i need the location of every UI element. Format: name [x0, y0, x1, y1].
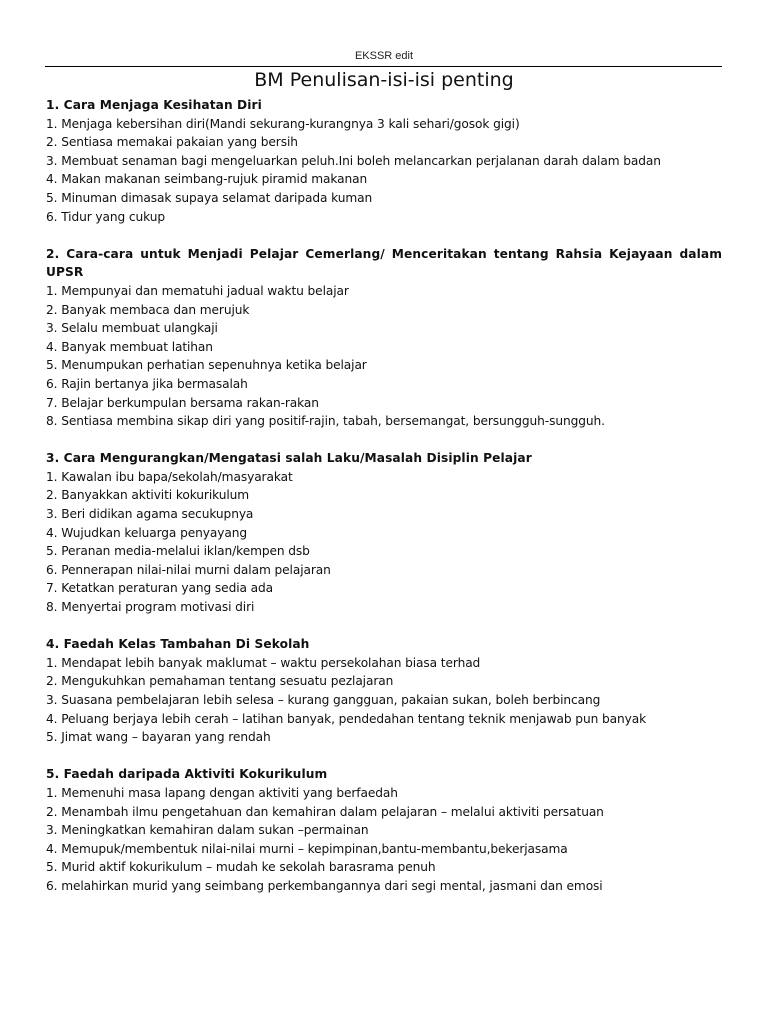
list-item: 5. Murid aktif kokurikulum – mudah ke sekolah barasrama penuh: [46, 860, 436, 875]
section-heading: 3. Cara Mengurangkan/Mengatasi salah Laku/Masalah Disiplin Pelajar: [46, 451, 532, 466]
list-item: 3. Beri didikan agama secukupnya: [46, 507, 254, 522]
section-kesihatan-diri: [46, 96, 722, 226]
list-item: 8. Sentiasa membina sikap diri yang positif-rajin, tabah, bersemangat, bersungguh-sungguh.: [46, 414, 605, 429]
list-item: 4. Makan makanan seimbang-rujuk piramid makanan: [46, 172, 368, 187]
section-heading: 1. Cara Menjaga Kesihatan Diri: [46, 98, 262, 112]
section-kokurikulum: [46, 765, 722, 895]
list-item: 7. Ketatkan peraturan yang sedia ada: [46, 581, 274, 596]
list-item: 5. Peranan media-melalui iklan/kempen dsb: [46, 544, 310, 559]
section-pelajar-cemerlang: [46, 245, 722, 431]
list-item: 2. Sentiasa memakai pakaian yang bersih: [46, 135, 298, 150]
list-item: 5. Minuman dimasak supaya selamat daripada kuman: [46, 190, 373, 205]
list-item: 6. melahirkan murid yang seimbang perkembangannya dari segi mental, jasmani dan emosi: [46, 878, 603, 893]
list-item: 2. Mengukuhkan pemahaman tentang sesuatu pezlajaran: [46, 674, 394, 689]
list-item: 4. Banyak membuat latihan: [46, 339, 213, 354]
list-item: 3. Suasana pembelajaran lebih selesa – kurang gangguan, pakaian sukan, boleh berbincang: [46, 693, 601, 707]
list-item: 3. Meningkatkan kemahiran dalam sukan –permainan: [46, 823, 369, 838]
list-item: 3. Selalu membuat ulangkaji: [46, 321, 218, 336]
list-item: 6. Pennerapan nilai-nilai murni dalam pelajaran: [46, 562, 331, 577]
list-item: 1. Menjaga kebersihan diri(Mandi sekurang-kurangnya 3 kali sehari/gosok gigi): [46, 116, 520, 131]
list-item: 3. Membuat senaman bagi mengeluarkan peluh.Ini boleh melancarkan perjalanan darah dalam badan: [46, 153, 661, 168]
list-item: 5. Jimat wang – bayaran yang rendah: [46, 730, 271, 745]
list-item: 2. Menambah ilmu pengetahuan dan kemahiran dalam pelajaran – melalui aktiviti persatuan: [46, 804, 604, 819]
list-item: 2. Banyak membaca dan merujuk: [46, 302, 250, 317]
header-divider: [45, 66, 722, 67]
section-kelas-tambahan: [46, 635, 722, 747]
list-item: 7. Belajar berkumpulan bersama rakan-rakan: [46, 395, 319, 410]
document-body: [46, 96, 722, 914]
header-label: EKSSR edit: [354, 50, 414, 62]
list-item: 2. Banyakkan aktiviti kokurikulum: [46, 488, 250, 503]
list-item: 1. Mempunyai dan mematuhi jadual waktu belajar: [46, 283, 349, 298]
list-item: 5. Menumpukan perhatian sepenuhnya ketika belajar: [46, 358, 367, 373]
section-disiplin-pelajar: [46, 449, 722, 616]
section-heading: 2. Cara-cara untuk Menjadi Pelajar Cemerlang/ Menceritakan tentang Rahsia Kejayaan dalam UPSR: [46, 246, 722, 280]
document-title: BM Penulisan-isi-isi penting: [254, 69, 514, 91]
list-item: 1. Memenuhi masa lapang dengan aktiviti yang berfaedah: [46, 785, 398, 800]
list-item: 1. Mendapat lebih banyak maklumat – waktu persekolahan biasa terhad: [46, 655, 481, 670]
section-heading: 4. Faedah Kelas Tambahan Di Sekolah: [46, 637, 310, 652]
list-item: 8. Menyertai program motivasi diri: [46, 600, 255, 615]
list-item: 4. Wujudkan keluarga penyayang: [46, 525, 247, 540]
list-item: 4. Peluang berjaya lebih cerah – latihan banyak, pendedahan tentang teknik menjawab pun banyak: [46, 711, 647, 726]
list-item: 1. Kawalan ibu bapa/sekolah/masyarakat: [46, 469, 293, 484]
list-item: 6. Rajin bertanya jika bermasalah: [46, 376, 248, 391]
list-item: 6. Tidur yang cukup: [46, 209, 165, 224]
section-heading: 5. Faedah daripada Aktiviti Kokurikulum: [46, 767, 328, 782]
list-item: 4. Memupuk/membentuk nilai-nilai murni – kepimpinan,bantu-membantu,bekerjasama: [46, 841, 568, 856]
